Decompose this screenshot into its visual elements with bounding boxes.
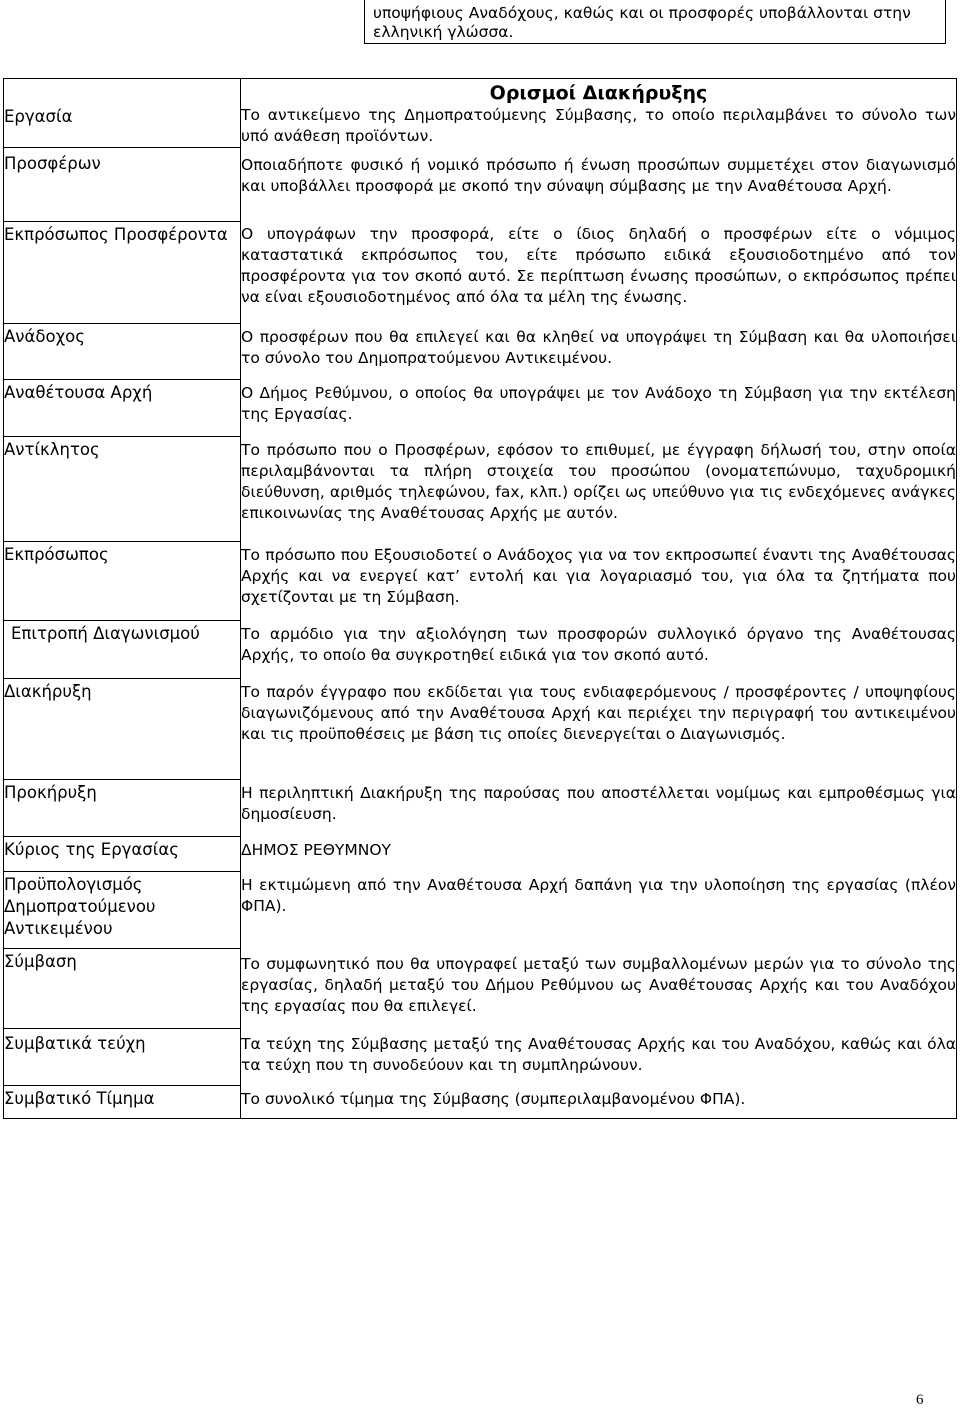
definition-cell: [241, 79, 957, 148]
continued-text: υποψήφιους Αναδόχους, καθώς και οι προσφορές υποβάλλονται στην ελληνική γλώσσα.: [373, 4, 911, 41]
term-label: Ανάδοχος: [4, 326, 85, 346]
definition-text: Ο προσφέρων που θα επιλεγεί και θα κληθεί να υπογράψει τη Σύμβαση και θα υλοποιήσει το σύνολο του Δημοπρατούμενου Αντικειμένου.: [241, 328, 956, 367]
term-cell: [4, 620, 241, 678]
term-cell: [4, 323, 241, 379]
table-row: [4, 541, 957, 620]
table-row: [4, 379, 957, 436]
definition-cell: [241, 779, 957, 836]
term-label: Συμβατικά τεύχη: [4, 1033, 146, 1053]
definition-text: Τα τεύχη της Σύμβασης μεταξύ της Αναθέτουσας Αρχής και του Αναδόχου, καθώς και όλα τα τεύχη που τη συνοδεύουν και τη συμπληρώνουν.: [241, 1035, 956, 1074]
definition-cell: [241, 836, 957, 871]
table-row: [4, 678, 957, 779]
table-row: [4, 323, 957, 379]
term-cell: [4, 541, 241, 620]
term-cell: [4, 436, 241, 541]
term-label: Διακήρυξη: [4, 681, 92, 701]
definition-cell: [241, 436, 957, 541]
definition-text: Το πρόσωπο που Εξουσιοδοτεί ο Ανάδοχος για να τον εκπροσωπεί έναντι της Αναθέτουσας Αρχής και να ενεργεί κατ’ εντολή και για λογαριασμό του, για όλα τα ζητήματα που σχετίζονται με τη Σύμβαση.: [241, 546, 956, 606]
term-label: Αντίκλητος: [4, 439, 100, 459]
definition-cell: [241, 678, 957, 779]
term-label: Κύριος της Εργασίας: [4, 839, 179, 859]
term-label: Σύμβαση: [4, 951, 77, 971]
term-cell: [4, 678, 241, 779]
definition-cell: [241, 379, 957, 436]
definition-text: Ο υπογράφων την προσφορά, είτε ο ίδιος δηλαδή ο προσφέρων είτε ο νόμιμος καταστατικά εκπρόσωπος του, είτε πρόσωπο ειδικά εξουσιοδοτημένο από τον προσφέροντα για τον σκοπό αυτό. Σε περίπτωση ένωσης προσώπων, ο εκπρόσωπος πρέπει να είναι εξουσιοδοτημένος από όλα τα μέλη της ένωσης.: [241, 225, 956, 306]
definition-cell: [241, 147, 957, 221]
definition-cell: [241, 1028, 957, 1085]
definition-text: ΔΗΜΟΣ ΡΕΘΥΜΝΟΥ: [241, 841, 391, 859]
term-cell: [4, 1028, 241, 1085]
term-cell: [4, 779, 241, 836]
term-label: Εκπρόσωπος Προσφέροντα: [4, 224, 228, 244]
term-cell: [4, 836, 241, 871]
term-label: Προϋπολογισμός Δημοπρατούμενου Αντικειμένου: [4, 874, 156, 938]
term-cell: [4, 948, 241, 1028]
definition-text: Η εκτιμώμενη από την Αναθέτουσα Αρχή δαπάνη για την υλοποίηση της εργασίας (πλέον ΦΠΑ).: [241, 876, 956, 915]
term-cell: [4, 871, 241, 948]
definition-text: Το αρμόδιο για την αξιολόγηση των προσφορών συλλογικό όργανο της Αναθέτουσας Αρχής, το οποίο θα συγκροτηθεί ειδικά για τον σκοπό αυτό.: [241, 625, 956, 664]
table-row: [4, 221, 957, 323]
term-cell: [4, 1085, 241, 1118]
term-cell: [4, 147, 241, 221]
table-row: [4, 871, 957, 948]
definition-cell: [241, 948, 957, 1028]
table-row: [4, 1085, 957, 1118]
definition-cell: [241, 1085, 957, 1118]
table-row: [4, 79, 957, 148]
definition-text: Το συμφωνητικό που θα υπογραφεί μεταξύ των συμβαλλομένων μερών για το σύνολο της εργασίας, δηλαδή μεταξύ του Δήμου Ρεθύμνου ως Αναθέτουσας Αρχής και του Αναδόχου της εργασίας που θα επιλεγεί.: [241, 955, 956, 1015]
table-row: [4, 948, 957, 1028]
definition-cell: [241, 541, 957, 620]
definition-text: Το παρόν έγγραφο που εκδίδεται για τους ενδιαφερόμενους / προσφέροντες / υποψηφίους διαγωνιζόμενους από την Αναθέτουσα Αρχή και περιέχει την περιγραφή του αντικειμένου και τις προϋποθέσεις με βάση τις οποίες διενεργείται ο Διαγωνισμός.: [241, 683, 956, 743]
section-heading: Ορισμοί Διακήρυξης: [489, 82, 708, 104]
definitions-table: [3, 78, 957, 1119]
definition-cell: [241, 323, 957, 379]
definition-text: Ο Δήμος Ρεθύμνου, ο οποίος θα υπογράψει με τον Ανάδοχο τη Σύμβαση για την εκτέλεση της Εργασίας.: [241, 384, 956, 423]
term-cell: [4, 221, 241, 323]
term-cell: [4, 379, 241, 436]
term-cell: [4, 79, 241, 148]
definition-text: Το συνολικό τίμημα της Σύμβασης (συμπεριλαμβανομένου ΦΠΑ).: [241, 1090, 746, 1108]
table-row: [4, 779, 957, 836]
term-label: Εκπρόσωπος: [4, 544, 109, 564]
term-label: Εργασία: [4, 107, 73, 126]
term-label: Επιτροπή Διαγωνισμού: [11, 623, 200, 643]
table-row: [4, 147, 957, 221]
definition-cell: [241, 871, 957, 948]
definition-text: Το πρόσωπο που ο Προσφέρων, εφόσον το επιθυμεί, με έγγραφη δήλωσή του, στην οποία περιλαμβάνονται τα πλήρη στοιχεία του προσώπου (ονοματεπώνυμο, ταχυδρομική διεύθυνση, αριθμός τηλεφώνου, fax, κλπ.) ορίζει ως υπεύθυνο για τις ενδεχόμενες ανάγκες επικοινωνίας της Αναθέτουσας Αρχής με αυτόν.: [241, 441, 956, 522]
definition-cell: [241, 221, 957, 323]
term-label: Προκήρυξη: [4, 782, 97, 802]
table-row: [4, 1028, 957, 1085]
page-number: 6: [916, 1392, 924, 1408]
table-row: [4, 620, 957, 678]
definition-cell: [241, 620, 957, 678]
term-label: Αναθέτουσα Αρχή: [4, 382, 153, 402]
table-row: [4, 436, 957, 541]
term-label: Συμβατικό Τίμημα: [4, 1088, 155, 1108]
definitions-body: [4, 79, 957, 1119]
definition-text: Το αντικείμενο της Δημοπρατούμενης Σύμβασης, το οποίο περιλαμβάνει το σύνολο των υπό ανάθεση προϊόντων.: [241, 106, 956, 145]
table-row: [4, 836, 957, 871]
definition-text: Η περιληπτική Διακήρυξη της παρούσας που αποστέλλεται νομίμως και εμπροθέσμως για δημοσίευση.: [241, 784, 956, 823]
definition-text: Οποιαδήποτε φυσικό ή νομικό πρόσωπο ή ένωση προσώπων συμμετέχει στον διαγωνισμό και υποβάλλει προσφορά με σκοπό την σύναψη σύμβασης με την Αναθέτουσα Αρχή.: [241, 156, 956, 195]
term-label: Προσφέρων: [4, 153, 101, 173]
continued-text-box: [364, 0, 946, 44]
